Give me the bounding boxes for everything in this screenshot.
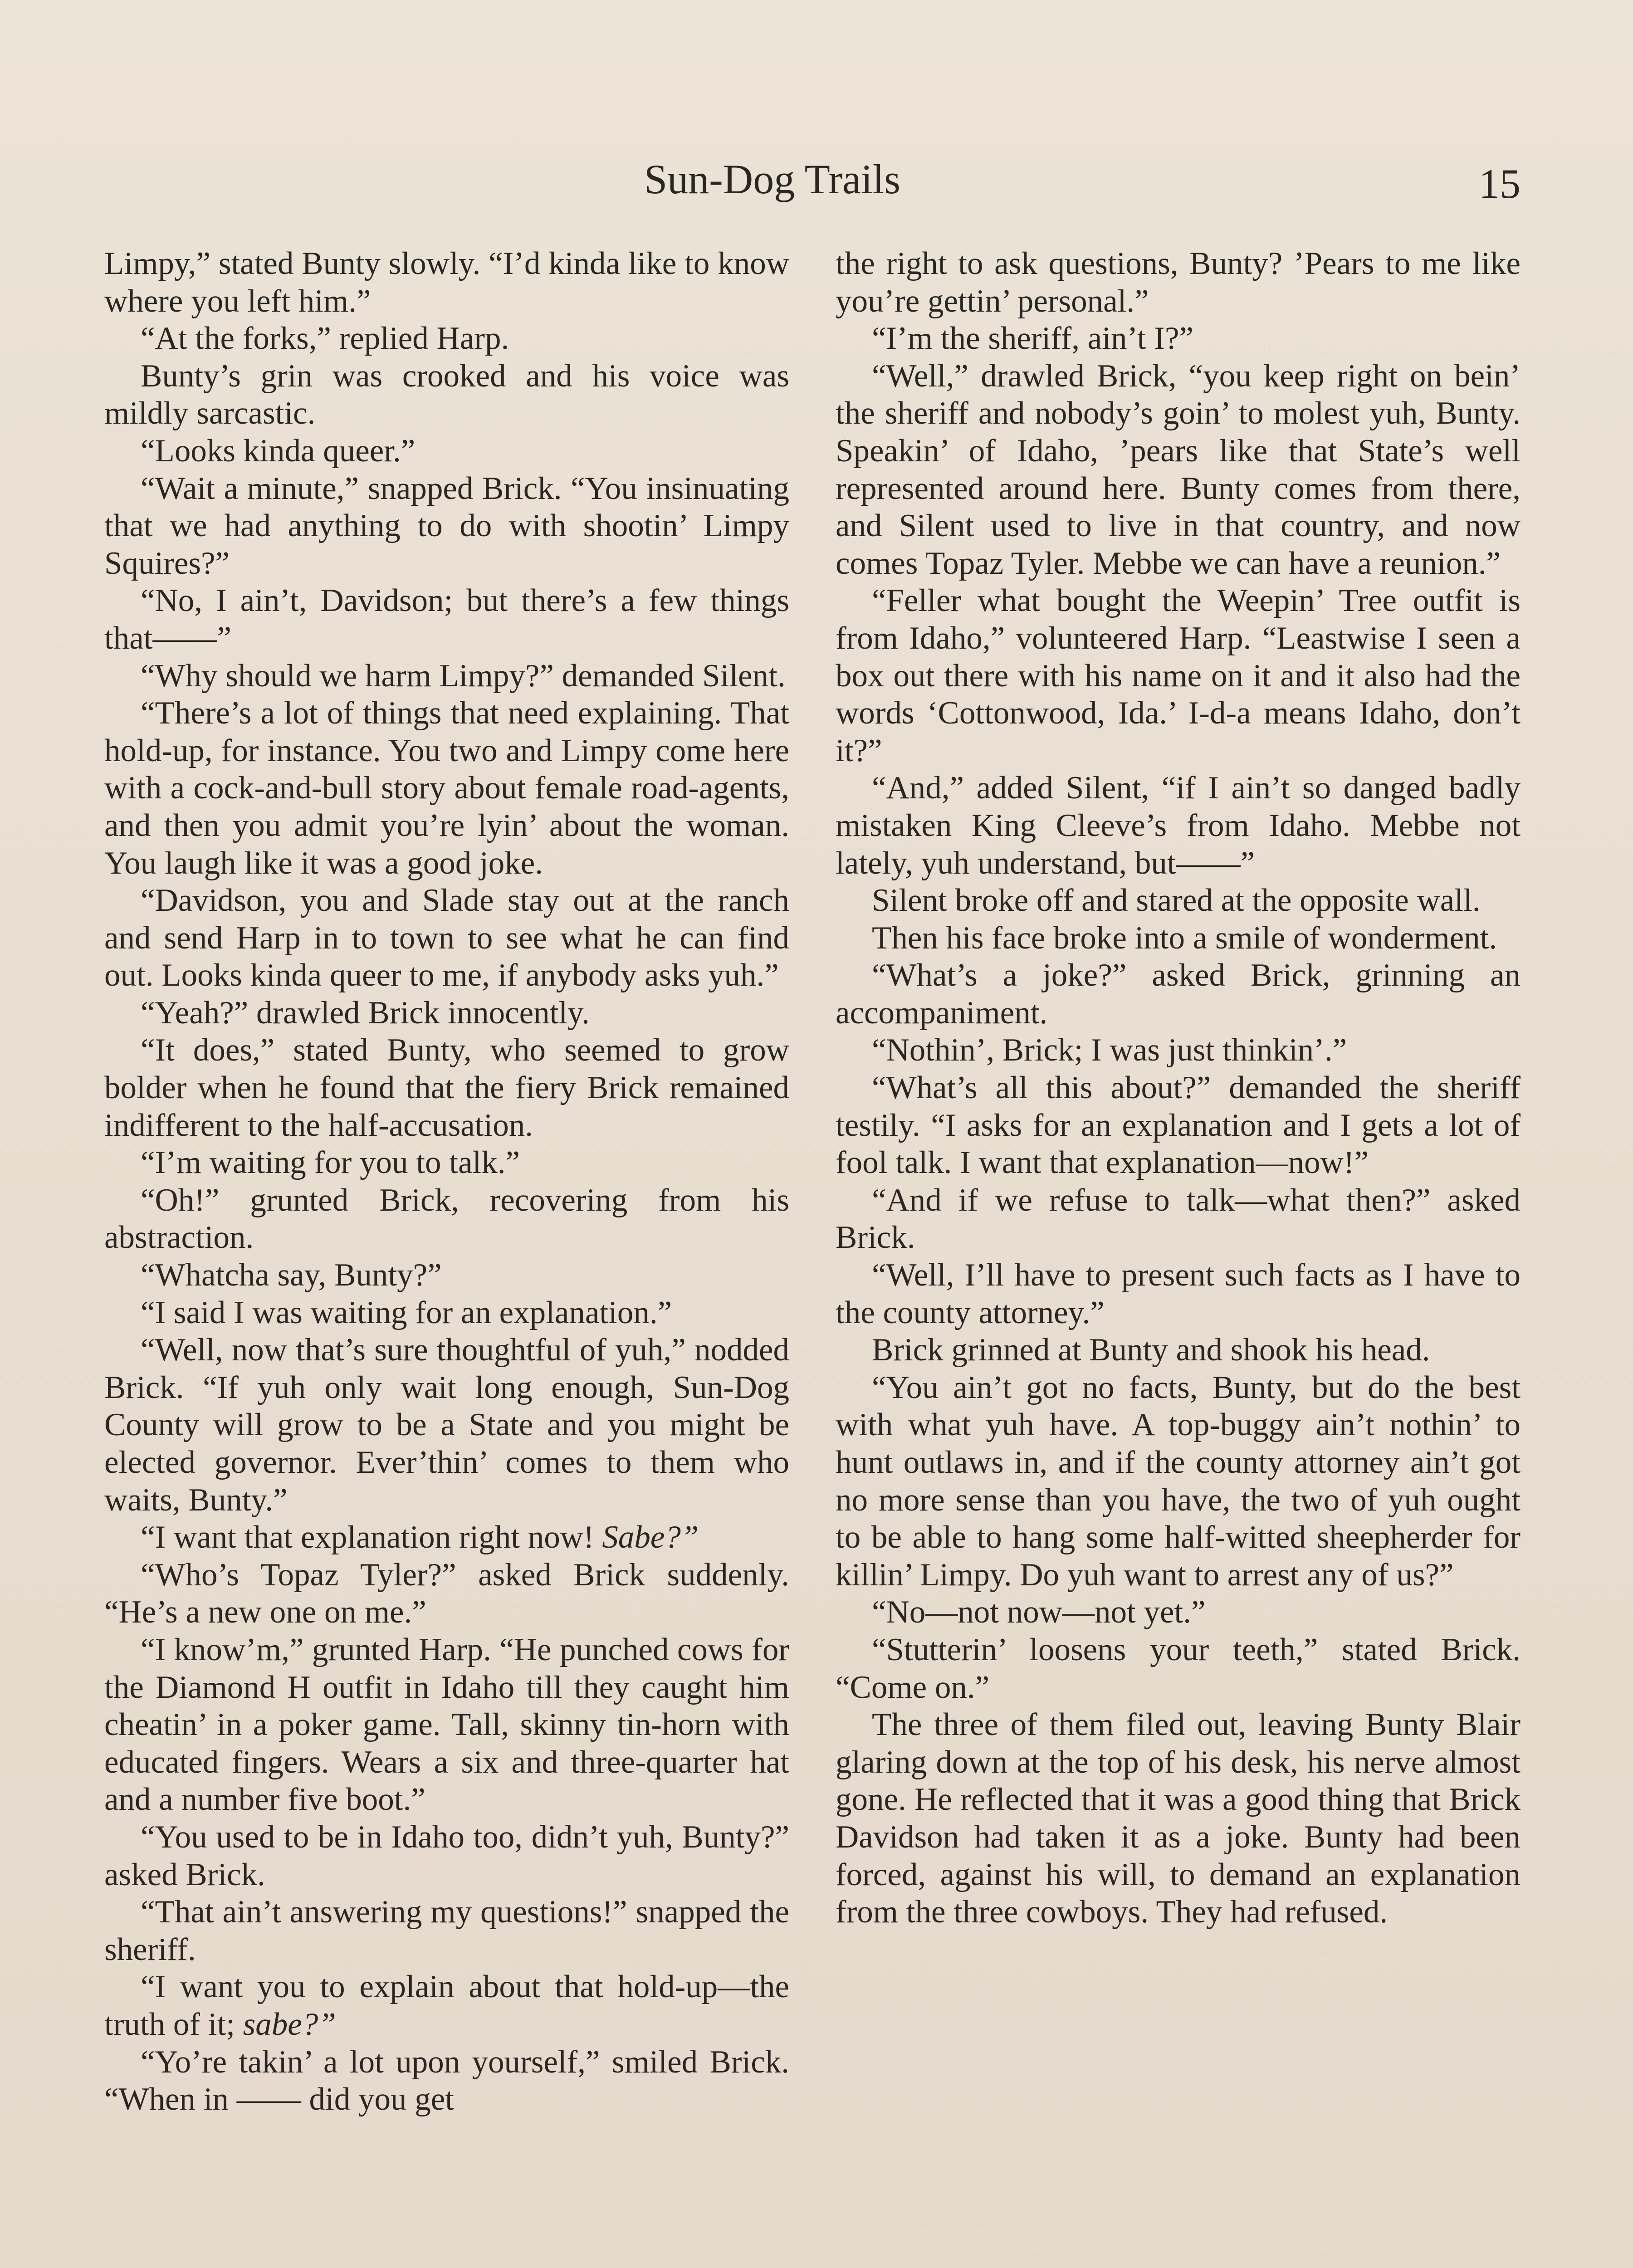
paragraph: “Nothin’, Brick; I was just thinkin’.” <box>872 1032 1347 1068</box>
page-header <box>0 154 1633 209</box>
running-title: Sun-Dog Trails <box>644 156 900 202</box>
paragraph: “Yeah?” drawled Brick innocently. <box>141 995 590 1031</box>
paragraph: “No, I ain’t, Davidson; but there’s a few things that——” <box>104 583 789 656</box>
paragraph: The three of them filed out, leaving Bunty Blair glaring down at the top of his desk, his nerve almost gone. He reflected that it was a good thing that Brick Davidson had taken it as a joke. Bunty had been forced, against his will, to demand an explanation from the three cowboys. They had refused. <box>836 1707 1521 1930</box>
paragraph <box>104 1968 789 2043</box>
paragraph: “Well, I’ll have to present such facts as I have to the county attorney.” <box>836 1257 1521 1330</box>
paragraph: “Well, now that’s sure thoughtful of yuh,” nodded Brick. “If yuh only wait long enough, Sun-Dog County will grow to be a State and you might be elected governor. Ever’thin’ comes to them who waits, Bunty.” <box>104 1332 789 1518</box>
paragraph: “It does,” stated Bunty, who seemed to grow bolder when he found that the fiery Brick remained indifferent to the half-accusation. <box>104 1032 789 1143</box>
paragraph <box>104 1519 789 1556</box>
paragraph: Then his face broke into a smile of wonderment. <box>872 920 1497 956</box>
paragraph: “Oh!” grunted Brick, recovering from his abstraction. <box>104 1182 789 1256</box>
paragraph: “There’s a lot of things that need explaining. That hold-up, for instance. You two and Limpy come here with a cock-and-bull story about female road-agents, and then you admit you’re lyin’ about the woman. You laugh like it was a good joke. <box>104 695 789 881</box>
paragraph: Silent broke off and stared at the opposite wall. <box>872 883 1481 919</box>
paragraph: “At the forks,” replied Harp. <box>141 321 509 357</box>
paragraph: “No—not now—not yet.” <box>872 1594 1206 1630</box>
paragraph: “You ain’t got no facts, Bunty, but do the best with what yuh have. A top-buggy ain’t nothin’ to hunt outlaws in, and if the county attorney ain’t got no more sense than you have, the two of yuh ought to be able to hang some half-witted sheepherder for killin’ Limpy. Do yuh want to arrest any of us?” <box>836 1369 1521 1593</box>
italic-text: Sabe?” <box>602 1520 699 1555</box>
paragraph: “Who’s Topaz Tyler?” asked Brick suddenly. “He’s a new one on me.” <box>104 1557 789 1630</box>
paragraph: “You used to be in Idaho too, didn’t yuh, Bunty?” asked Brick. <box>104 1819 789 1892</box>
paragraph: “Whatcha say, Bunty?” <box>141 1257 442 1293</box>
right-column <box>836 245 1521 1931</box>
paragraph: “Yo’re takin’ a lot upon yourself,” smiled Brick. “When in —— did you get <box>104 2044 789 2117</box>
paragraph-text: “I want that explanation right now! <box>141 1520 594 1555</box>
page-number: 15 <box>1479 161 1521 207</box>
paragraph-text: “I want you to explain about that hold-up—the truth of it; <box>104 1969 789 2042</box>
paragraph: “Why should we harm Limpy?” demanded Silent. <box>141 658 786 694</box>
paragraph: “And if we refuse to talk—what then?” asked Brick. <box>836 1182 1521 1256</box>
paragraph: “Feller what bought the Weepin’ Tree outfit is from Idaho,” volunteered Harp. “Leastwise I seen a box out there with his name on it and it also had the words ‘Cottonwood, Ida.’ I-d-a means Idaho, don’t it?” <box>836 583 1521 768</box>
paragraph: “Wait a minute,” snapped Brick. “You insinuating that we had anything to do with shootin’ Limpy Squires?” <box>104 470 789 581</box>
italic-text: sabe?” <box>243 2006 336 2042</box>
paragraph: “I’m waiting for you to talk.” <box>141 1145 520 1181</box>
paragraph: “I’m the sheriff, ain’t I?” <box>872 321 1194 357</box>
paragraph: Bunty’s grin was crooked and his voice was mildly sarcastic. <box>104 358 789 431</box>
paragraph: Limpy,” stated Bunty slowly. “I’d kinda like to know where you left him.” <box>104 246 789 319</box>
left-column <box>104 245 789 2118</box>
paragraph: Brick grinned at Bunty and shook his head. <box>872 1332 1430 1368</box>
paragraph: “Well,” drawled Brick, “you keep right on bein’ the sheriff and nobody’s goin’ to molest yuh, Bunty. Speakin’ of Idaho, ’pears like that State’s well represented around here. Bunty comes from there, and Silent used to live in that country, and now comes Topaz Tyler. Mebbe we can have a reunion.” <box>836 358 1521 581</box>
paragraph: the right to ask questions, Bunty? ’Pears to me like you’re gettin’ personal.” <box>836 246 1521 319</box>
paragraph: “That ain’t answering my questions!” snapped the sheriff. <box>104 1894 789 1967</box>
paragraph: “Looks kinda queer.” <box>141 433 416 469</box>
paragraph: “And,” added Silent, “if I ain’t so danged badly mistaken King Cleeve’s from Idaho. Mebbe not lately, yuh understand, but——” <box>836 770 1521 881</box>
paragraph: “Stutterin’ loosens your teeth,” stated Brick. “Come on.” <box>836 1632 1521 1705</box>
paragraph: “I said I was waiting for an explanation.” <box>141 1295 672 1330</box>
paragraph: “What’s all this about?” demanded the sheriff testily. “I asks for an explanation and I gets a lot of fool talk. I want that explanation—now!” <box>836 1070 1521 1181</box>
paragraph: “Davidson, you and Slade stay out at the ranch and send Harp in to town to see what he can find out. Looks kinda queer to me, if anybody asks yuh.” <box>104 883 789 993</box>
paragraph: “I know’m,” grunted Harp. “He punched cows for the Diamond H outfit in Idaho till they caught him cheatin’ in a poker game. Tall, skinny tin-horn with educated fingers. Wears a six and three-quarter hat and a number five boot.” <box>104 1632 789 1818</box>
paragraph: “What’s a joke?” asked Brick, grinning an accompaniment. <box>836 958 1521 1031</box>
